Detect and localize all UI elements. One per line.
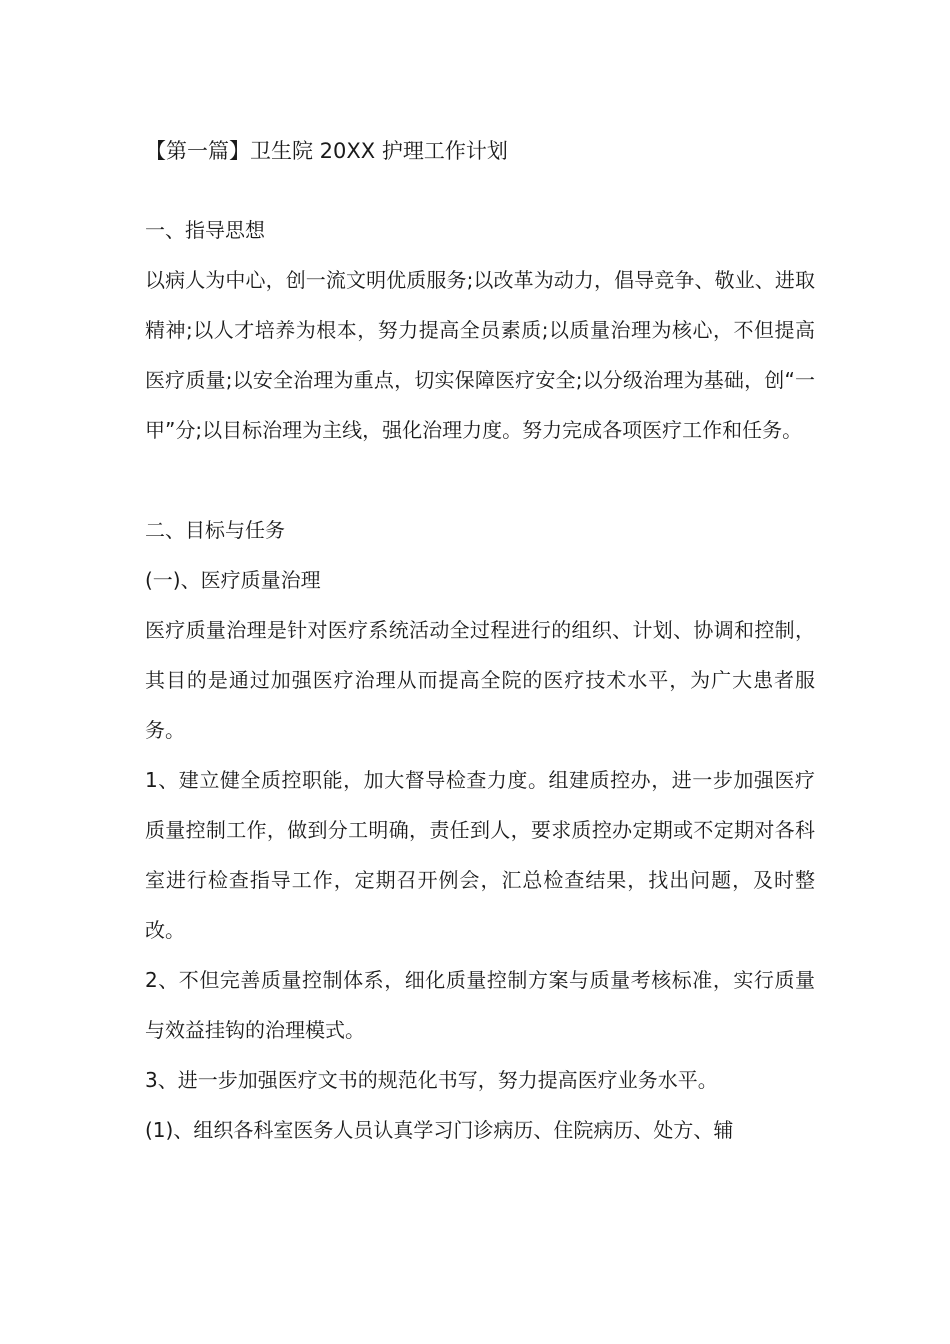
- paragraph-guiding-thought: 以病人为中心，创一流文明优质服务;以改革为动力，倡导竞争、敬业、进取精神;以人才培养为根本，努力提高全员素质;以质量治理为核心，不但提高医疗质量;以安全治理为重点，切实保障医疗安全;以分级治理为基础，创“一甲”分;以目标治理为主线，强化治理力度。努力完成各项医疗工作和任务。: [145, 268, 815, 442]
- document-body: [145, 205, 815, 1155]
- list-item-1: 1、建立健全质控职能，加大督导检查力度。组建质控办，进一步加强医疗质量控制工作，做到分工明确，责任到人，要求质控办定期或不定期对各科室进行检查指导工作，定期召开例会，汇总检查结果，找出问题，及时整改。: [145, 768, 815, 942]
- document-title: 【第一篇】卫生院 20XX 护理工作计划: [145, 139, 508, 163]
- list-item-3: 3、进一步加强医疗文书的规范化书写，努力提高医疗业务水平。: [145, 1068, 718, 1092]
- paragraph-quality-management: 医疗质量治理是针对医疗系统活动全过程进行的组织、计划、协调和控制，其目的是通过加强医疗治理从而提高全院的医疗技术水平，为广大患者服务。: [145, 618, 815, 742]
- section-heading-goals-tasks: 二、目标与任务: [145, 518, 285, 542]
- section-heading-guiding-thought: 一、指导思想: [145, 218, 265, 242]
- sub-list-item-1: (1)、组织各科室医务人员认真学习门诊病历、住院病历、处方、辅: [145, 1118, 734, 1142]
- subsection-heading-quality-management: (一)、医疗质量治理: [145, 568, 321, 592]
- list-item-2: 2、不但完善质量控制体系，细化质量控制方案与质量考核标准，实行质量与效益挂钩的治理模式。: [145, 968, 815, 1042]
- paragraph-gap: [145, 455, 815, 505]
